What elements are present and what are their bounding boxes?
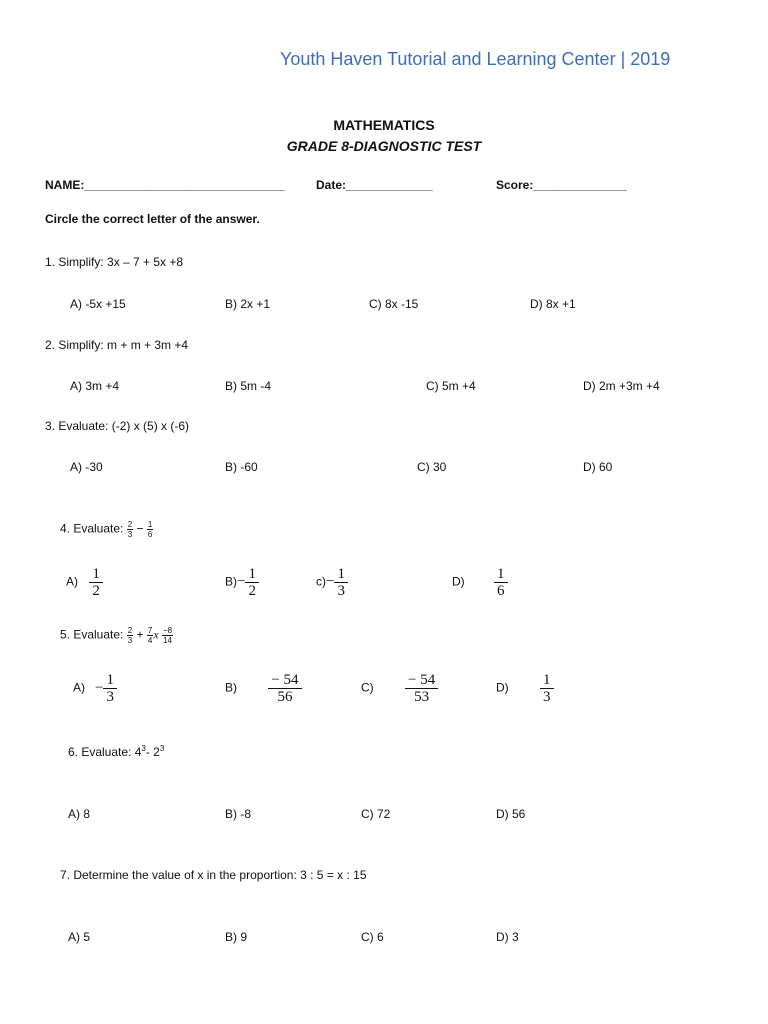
q5-fraction-3: $\frac{-8}{14}$: [163, 626, 173, 645]
q7-option-c: C) 6: [361, 930, 384, 944]
q2-option-b: B) 5m -4: [225, 379, 272, 393]
q5-prompt: 5. Evaluate:: [60, 627, 124, 642]
q4-fraction-1: $\frac{2}{3}$: [127, 520, 133, 539]
q2-option-d: D) 2m +3m +4: [583, 379, 660, 393]
question-1: 1. Simplify: 3x – 7 + 5x +8: [45, 255, 184, 269]
q3-option-c: C) 30: [417, 460, 447, 474]
instruction: Circle the correct letter of the answer.: [45, 212, 260, 226]
date-field: Date:_____________: [316, 178, 433, 192]
question-5: 5. Evaluate: $\frac{2}{3}$ + $\frac{7}{4}$ x $\frac{-8}{14}$: [60, 626, 173, 645]
q5-option-c: C) $\frac{- 54}{53}$: [361, 672, 438, 705]
q7-option-b: B) 9: [225, 930, 248, 944]
q7-option-a: A) 5: [68, 930, 91, 944]
score-field: Score:______________: [496, 178, 627, 192]
q1-option-c: C) 8x -15: [369, 297, 419, 311]
question-7: 7. Determine the value of x in the proportion: 3 : 5 = x : 15: [60, 868, 367, 882]
q6-option-d: D) 56: [496, 807, 526, 821]
question-4: [60, 520, 153, 539]
question-3: 3. Evaluate: (-2) x (5) x (-6): [45, 419, 190, 433]
question-6: 6. Evaluate: $4^3-$ $2^3$: [68, 744, 165, 759]
q4-prompt: 4. Evaluate:: [60, 521, 124, 536]
q1-option-a: A) -5x +15: [70, 297, 126, 311]
question-2: 2. Simplify: m + m + 3m +4: [45, 338, 189, 352]
q2-option-c: C) 5m +4: [426, 379, 476, 393]
q5-option-d: D) $\frac{1}{3}$: [496, 672, 554, 705]
q4-option-d: D) $\frac{1}{6}$: [452, 566, 508, 599]
q2-option-a: A) 3m +4: [70, 379, 120, 393]
q3-option-d: D) 60: [583, 460, 613, 474]
q5-fraction-2: $\frac{7}{4}$: [147, 626, 153, 645]
q3-option-a: A) -30: [70, 460, 103, 474]
q4-fraction-2: $\frac{1}{6}$: [147, 520, 153, 539]
q4-option-b: B)− $\frac{1}{2}$: [225, 566, 259, 599]
q6-option-b: B) -8: [225, 807, 252, 821]
q1-option-d: D) 8x +1: [530, 297, 576, 311]
q5-option-a: A) − $\frac{1}{3}$: [73, 672, 117, 705]
test-title: GRADE 8-DIAGNOSTIC TEST: [286, 138, 482, 154]
q5-fraction-1: $\frac{2}{3}$: [127, 626, 133, 645]
q3-option-b: B) -60: [225, 460, 258, 474]
q6-option-a: A) 8: [68, 807, 91, 821]
name-field: NAME:______________________________: [45, 178, 285, 192]
q4-option-c: c)− $\frac{1}{3}$: [316, 566, 348, 599]
subject-title: MATHEMATICS: [333, 117, 435, 133]
center-header: Youth Haven Tutorial and Learning Center | 2019: [280, 49, 671, 69]
q4-operator: −: [136, 521, 144, 536]
q5-option-b: B) $\frac{- 54}{56}$: [225, 672, 302, 705]
q7-option-d: D) 3: [496, 930, 519, 944]
q4-option-a: A) $\frac{1}{2}$: [66, 566, 103, 599]
q1-option-b: B) 2x +1: [225, 297, 271, 311]
q6-option-c: C) 72: [361, 807, 391, 821]
